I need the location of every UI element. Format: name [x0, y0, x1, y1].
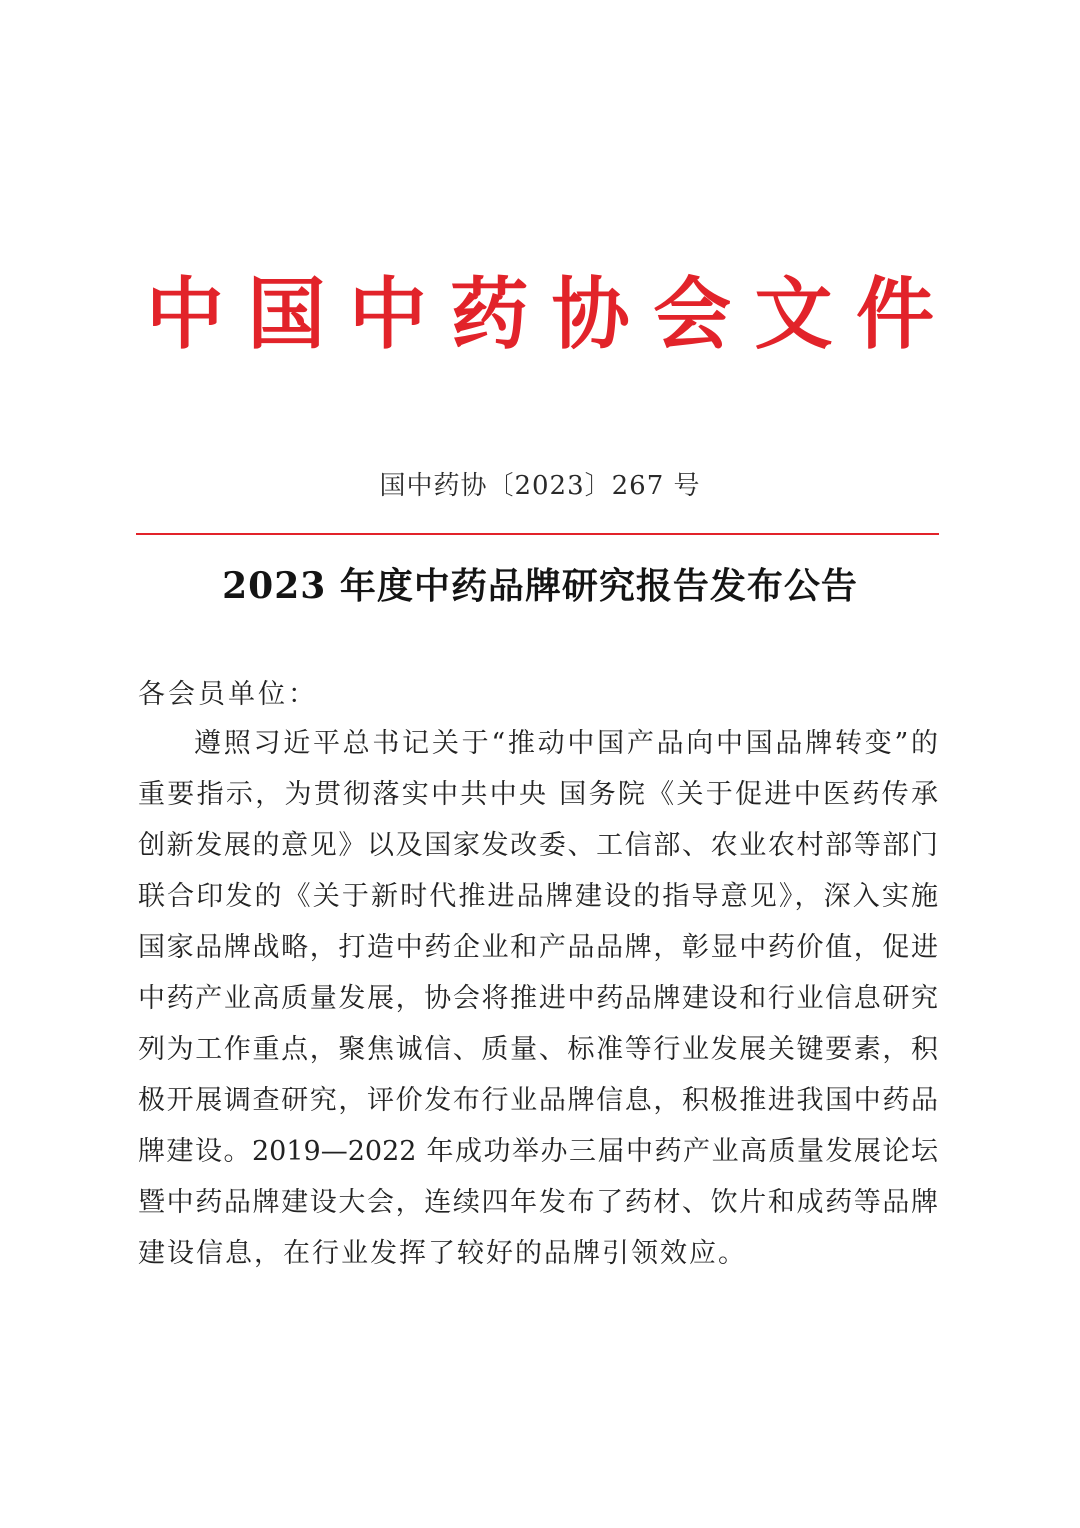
document-title: 2023 年度中药品牌研究报告发布公告 — [222, 565, 858, 607]
masthead-char: 文 — [754, 269, 833, 360]
body-line: 暨中药品牌建设大会，连续四年发布了药材、饮片和成药等品牌 — [138, 1187, 938, 1218]
masthead-char: 会 — [653, 269, 732, 360]
body-line: 极开展调查研究，评价发布行业品牌信息，积极推进我国中药品 — [138, 1085, 938, 1116]
masthead-char: 件 — [855, 269, 934, 360]
body-line: 重要指示，为贯彻落实中共中央 国务院《关于促进中医药传承 — [138, 779, 938, 810]
masthead-char: 中 — [145, 269, 224, 360]
body-line: 遵照习近平总书记关于“推动中国产品向中国品牌转变”的 — [194, 728, 938, 759]
body-paragraph — [138, 718, 938, 1279]
masthead-char: 中 — [348, 269, 427, 360]
body-line: 中药产业高质量发展，协会将推进中药品牌建设和行业信息研究 — [138, 983, 938, 1014]
body-line: 建设信息，在行业发挥了较好的品牌引领效应。 — [138, 1238, 747, 1269]
masthead-char: 国 — [247, 269, 326, 360]
body-line: 联合印发的《关于新时代推进品牌建设的指导意见》，深入实施 — [138, 881, 938, 912]
body-line: 创新发展的意见》以及国家发改委、工信部、农业农村部等部门 — [138, 830, 938, 861]
body-line: 列为工作重点，聚焦诚信、质量、标准等行业发展关键要素，积 — [138, 1034, 938, 1065]
body-line: 牌建设。2019—2022 年成功举办三届中药产业高质量发展论坛 — [138, 1136, 938, 1167]
masthead-char: 药 — [450, 269, 529, 360]
masthead-char: 协 — [551, 269, 630, 360]
body-line: 国家品牌战略，打造中药企业和产品品牌，彰显中药价值，促进 — [138, 932, 938, 963]
document-number: 国中药协〔2023〕267 号 — [379, 471, 701, 501]
salutation: 各会员单位： — [138, 679, 318, 710]
red-divider-line — [136, 533, 939, 535]
masthead-red-header — [140, 270, 940, 360]
